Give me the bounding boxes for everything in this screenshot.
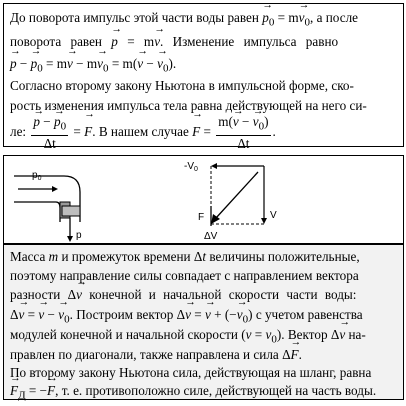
bottom-text-1c: величины положительные, [209,249,360,264]
p0-arrowhead [52,186,58,192]
label-dV: ΔV [204,231,218,242]
bottom-text-5c: на- [348,327,366,342]
top-text-1b: , а после [310,10,359,25]
label-v: V [270,210,277,221]
bottom-text-4a: . Построим вектор [69,307,174,322]
top-text-2d: импульса [243,34,297,49]
formula-F: → F = $\frac{m(\to v - \to v_0)}{\Delta t}$ . [192,124,276,139]
top-line-4: Согласно второму закону Ньютона в импульсной форме, ско- [10,78,354,93]
formula-p: → p = m→ v. [111,34,163,49]
p-arrowhead [67,236,73,242]
bottom-text-5b: . Вектор [281,327,328,342]
top-text-6b: . В нашем случае [92,123,189,139]
bottom-line-6: правлен по диагонали, также направлена и сила Δ→ F. [10,345,397,365]
bottom-line-7: По второму закону Ньютона сила, действующая на шланг, равна [10,365,372,380]
top-line-5: рость изменения импульса тела равна действующей на него си- [10,98,367,113]
label-minus-v0: $-V_0$ [184,161,198,173]
bottom-line-1: Масса m и промежуток времени Δt величины положительные, [10,249,360,264]
bottom-text-3b: конечной и начальной скорости части воды: [89,287,357,302]
formula-p0: → $p_0 = m\to v_0$ [262,10,310,25]
vector-v-head [261,218,267,224]
vector-minus-v0-head [211,163,217,169]
bottom-text-6a: правлен по диагонали, также направлена и сила [10,347,279,362]
bottom-line-3: разности Δ→ v конечной и начальной скорости части воды: [10,285,397,305]
bottom-line-4: Δ→ v = → v − → $v_0$. Построим вектор Δ→ v = → v + (−→ $v_0$) с учетом равенства [10,305,397,330]
diagram-box [3,155,404,244]
top-text-2c: Изменение [172,34,235,49]
formula-dp: → p − → $p_0 = m\to v - m\to v_0 = m(\to v$ − → $v_0$). [10,54,397,79]
theory-box-top [3,3,404,151]
theory-box-bottom [3,244,404,400]
bottom-text-5a: модулей конечной и начальной скорости [10,327,238,342]
top-text-2e: равно [305,34,339,49]
bottom-text-8b: , т. е. противоположно силе, действующей на часть воды. [55,383,377,398]
top-line-6: ле: → $\frac{p - \to p_0}{\Delta t}$ = → F. В нашем случае → F = $\frac{m(\to v - \to v_0)}{\Delta t}$ . [10,114,397,152]
label-F: F [198,212,205,223]
top-text-6a: ле: [10,123,27,139]
fraction-dp-dt: → $\frac{p - \to p_0}{\Delta t}$ [31,114,68,152]
label-p: p [76,230,82,241]
water-slug-2 [62,206,80,216]
bottom-line-5: модулей конечной и начальной скорости $(v = v_0)$. Вектор Δ→ v на- [10,325,397,350]
vector-diagram [184,161,277,242]
bottom-line-8: → $F_Д$ = −→ F, т. е. противоположно силе, действующей на часть воды. [10,381,397,406]
vector-dv [216,172,258,218]
top-line-1 [10,8,397,33]
top-text-2a: поворота [10,34,62,49]
diagram-svg [4,156,403,243]
bottom-text-1b: и промежуток времени [61,249,191,264]
bottom-text-4b: с учетом равенства [255,307,363,322]
label-p0: $p_0$ [32,170,42,182]
bottom-text-3a: разности [10,287,61,302]
top-text-1a: До поворота импульс этой части воды равен [10,10,259,25]
top-text-2b: равен [70,34,102,49]
bottom-line-2: поэтому направление силы совпадает с направлением вектора [10,268,359,283]
bottom-text-1a: Масса [10,249,46,264]
